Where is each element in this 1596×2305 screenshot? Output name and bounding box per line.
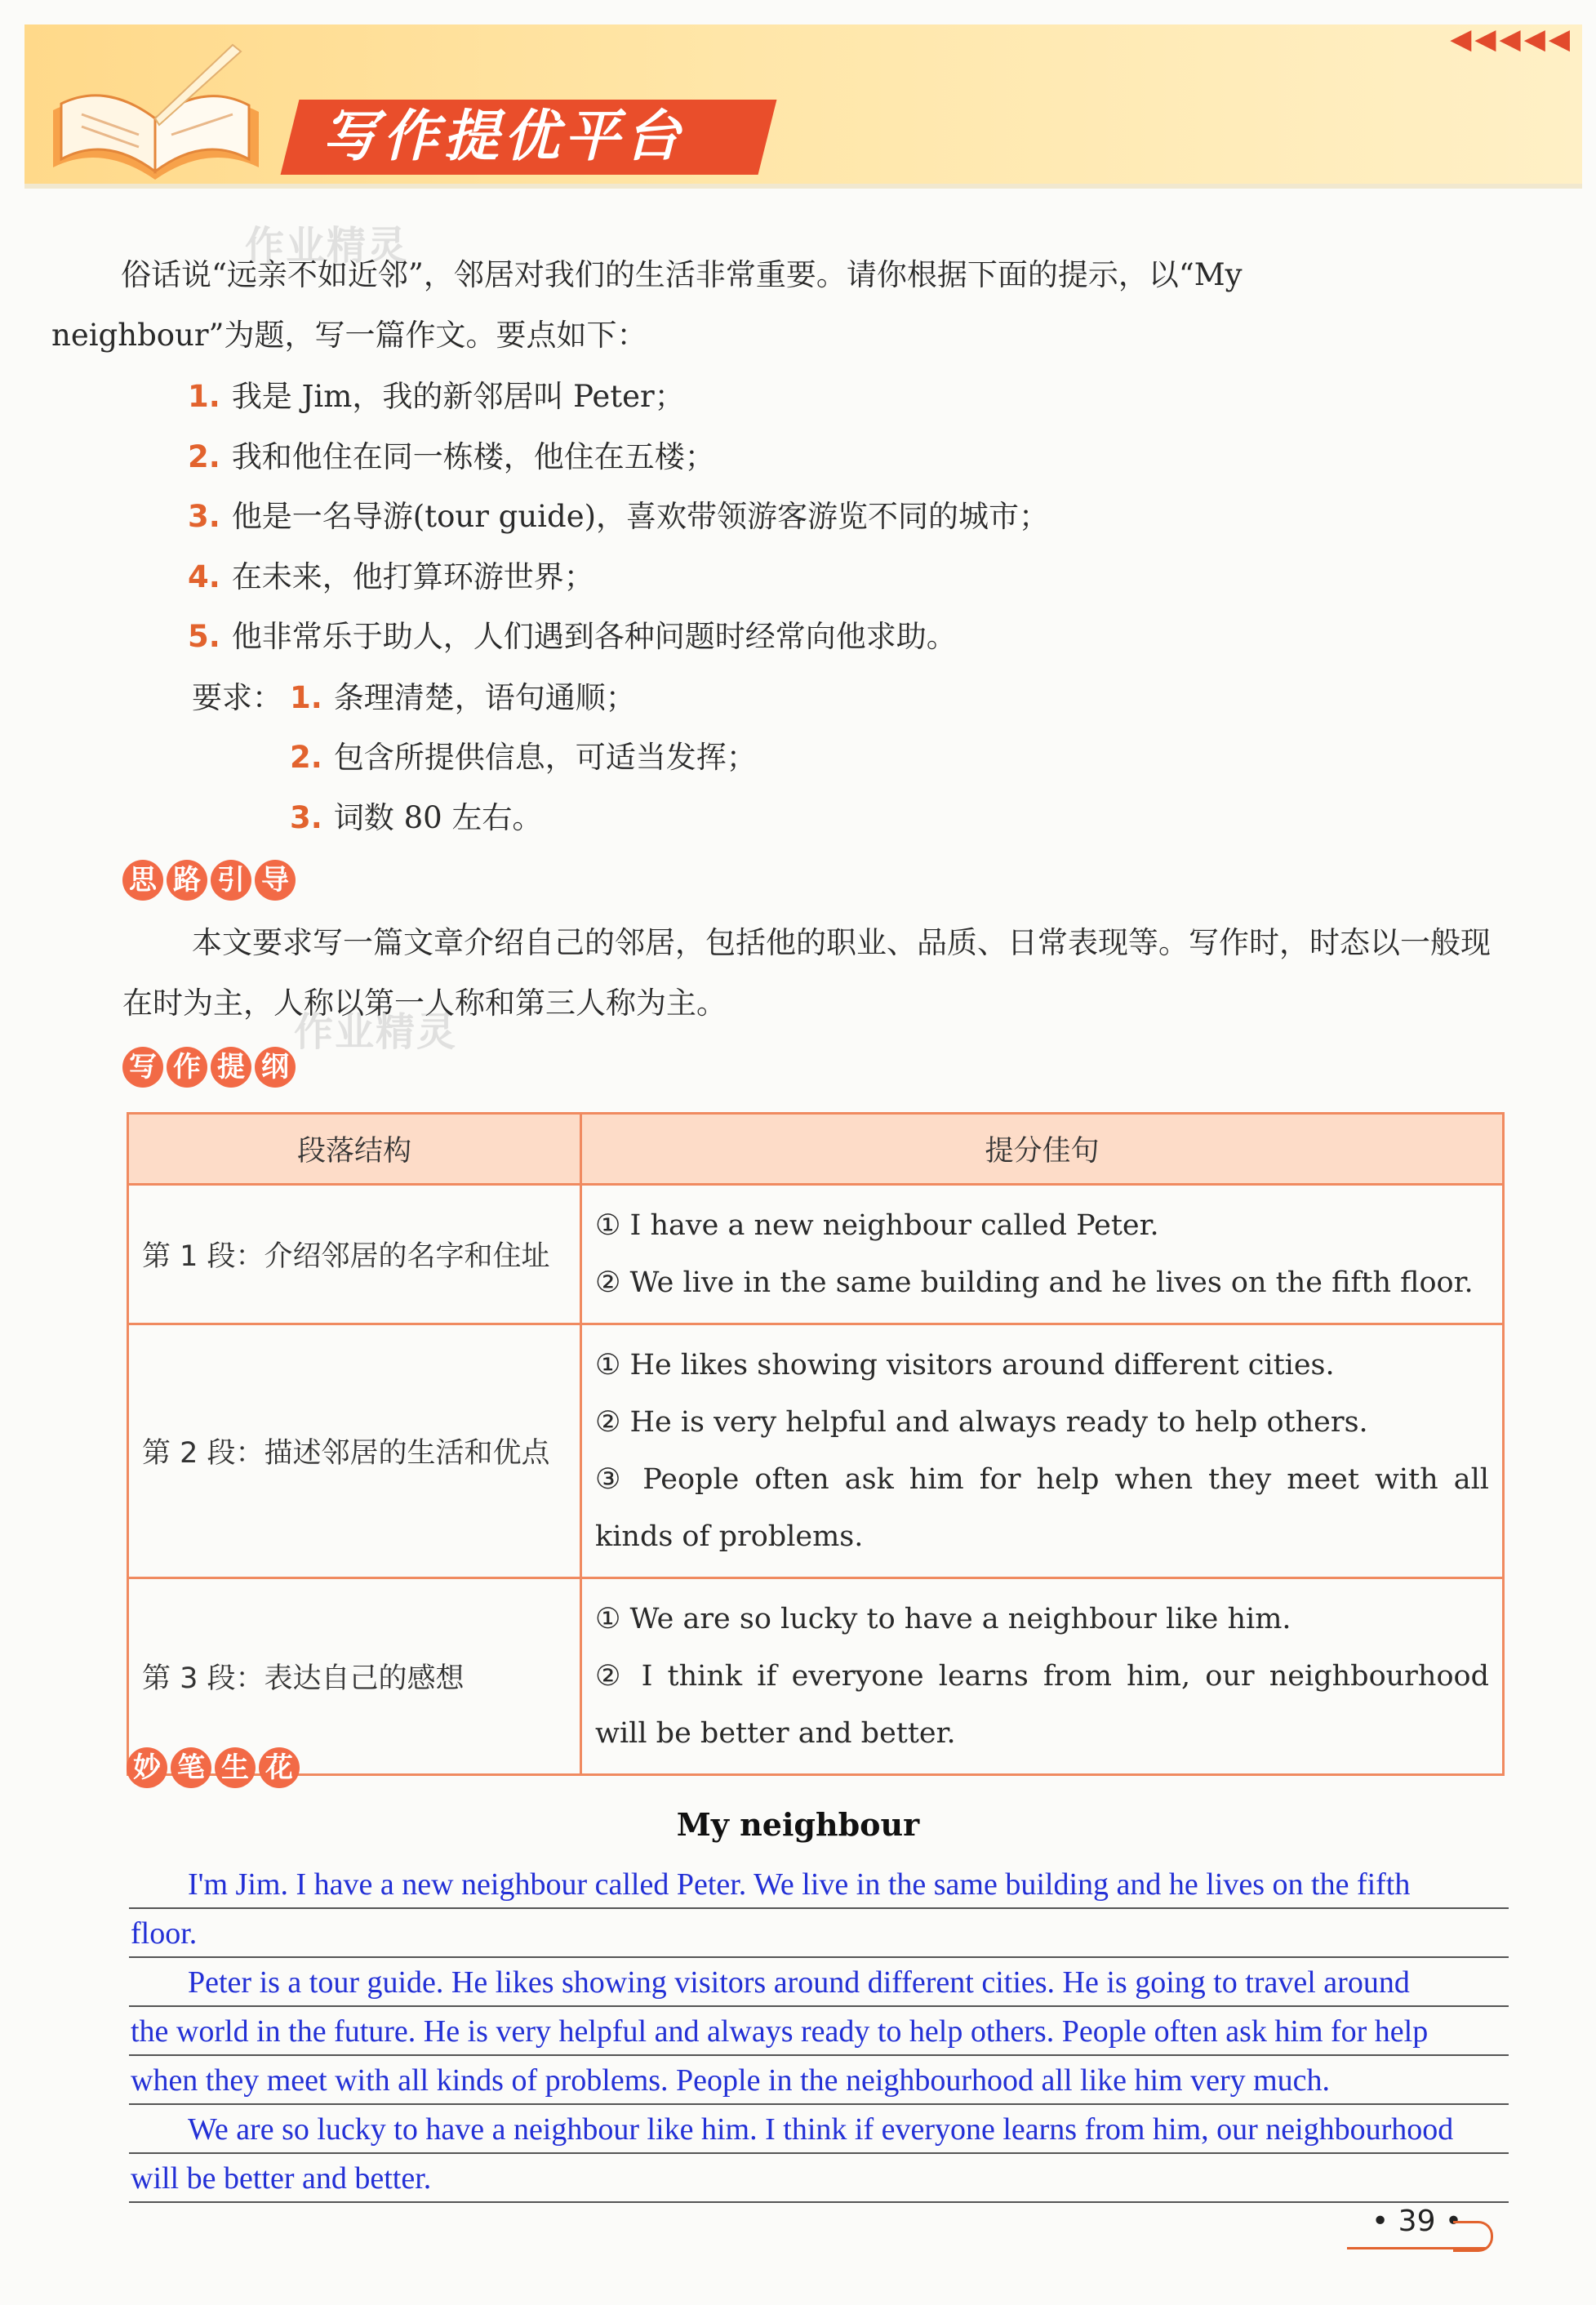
outline-table <box>127 1112 1505 1776</box>
tag-char: 引 <box>211 860 251 901</box>
list-item <box>188 501 1049 533</box>
table-cell-structure: 第 3 段：表达自己的感想 <box>128 1578 581 1775</box>
sentence: ① He likes showing visitors around different cities. <box>595 1349 1335 1382</box>
table-cell-structure: 第 2 段：描述邻居的生活和优点 <box>128 1324 581 1578</box>
sentence: ② We live in the same building and he lives on the fifth floor. <box>595 1266 1474 1299</box>
essay-line-text: We are so lucky to have a neighbour like him. I think if everyone learns from him, our neighbourhood <box>188 2112 1454 2147</box>
list-text: 我和他住在同一栋楼，他住在五楼； <box>231 439 715 474</box>
table-cell-structure: 第 1 段：介绍邻居的名字和住址 <box>128 1185 581 1324</box>
list-text: 他是一名导游(tour guide)，喜欢带领游客游览不同的城市； <box>231 499 1050 534</box>
outline-tag <box>122 1047 296 1088</box>
tag-char: 作 <box>167 1047 207 1088</box>
requirements-label: 要求： <box>192 680 282 715</box>
guide-paragraph: 本文要求写一篇文章介绍自己的邻居，包括他的职业、品质、日常表现等。写作时，时态以一般现在时为主，人称以第一人称和第三人称为主。 <box>122 925 1491 1021</box>
sentence: ② I think if everyone learns from him, our neighbourhood will be better and better. <box>595 1660 1489 1750</box>
essay-line-text: Peter is a tour guide. He likes showing visitors around different cities. He is going to travel around <box>188 1965 1410 2000</box>
list-number: 3. <box>188 499 220 534</box>
tag-char: 纲 <box>255 1047 296 1088</box>
essay-line-text: the world in the future. He is very helpful and always ready to help others. People often ask him for help <box>131 2014 1429 2049</box>
watermark: 作业精灵 <box>294 1009 458 1055</box>
table-header: 段落结构 <box>128 1114 581 1185</box>
essay-line-text: will be better and better. <box>131 2161 432 2196</box>
list-item <box>188 441 715 474</box>
table-cell-sentences <box>581 1578 1504 1775</box>
intro-paragraph: 俗话说“远亲不如近邻”，邻居对我们的生活非常重要。请你根据下面的提示，以“My neighbour”为题，写一篇作文。要点如下： <box>51 257 1243 353</box>
tag-char: 笔 <box>171 1747 211 1788</box>
requirement-item <box>290 741 757 774</box>
list-item <box>188 621 957 653</box>
table-cell-sentences <box>581 1324 1504 1578</box>
open-book-icon <box>45 37 265 192</box>
essay-line-text: floor. <box>131 1916 198 1951</box>
requirement-item <box>290 802 542 834</box>
tag-char: 思 <box>122 860 163 901</box>
sentence: ② He is very helpful and always ready to help others. <box>595 1406 1368 1439</box>
page-number-curve <box>1453 2221 1493 2252</box>
list-item <box>188 561 594 594</box>
table-cell-sentences <box>581 1185 1504 1324</box>
table-header: 提分佳句 <box>581 1114 1504 1185</box>
sentence: ① We are so lucky to have a neighbour like him. <box>595 1603 1291 1635</box>
page-number: • 39 • <box>1371 2205 1463 2238</box>
table-row <box>128 1578 1504 1775</box>
list-number: 2. <box>188 439 220 474</box>
list-number: 3. <box>290 800 322 835</box>
sentence: ① I have a new neighbour called Peter. <box>595 1209 1159 1242</box>
tag-char: 写 <box>122 1047 163 1088</box>
essay-title: My neighbour <box>676 1806 920 1843</box>
list-text: 条理清楚，语句通顺； <box>333 680 636 715</box>
watermark: 作业精灵 <box>245 223 409 269</box>
table-row <box>128 1185 1504 1324</box>
list-number: 1. <box>290 680 322 715</box>
essay-line-text: I'm Jim. I have a new neighbour called Peter. We live in the same building and he lives on the fifth <box>188 1867 1411 1902</box>
writing-line <box>129 1909 1509 1958</box>
list-number: 1. <box>188 379 220 414</box>
list-text: 我是 Jim，我的新邻居叫 Peter； <box>231 379 685 414</box>
tag-char: 路 <box>167 860 207 901</box>
essay-line-text: when they meet with all kinds of problems. People in the neighbourhood all like him very much. <box>131 2063 1331 2098</box>
table-header-row <box>128 1114 1504 1185</box>
guide-tag <box>122 860 296 901</box>
list-text: 词数 80 左右。 <box>333 800 543 835</box>
list-text: 包含所提供信息，可适当发挥； <box>333 740 757 775</box>
list-number: 2. <box>290 740 322 775</box>
table-row <box>128 1324 1504 1578</box>
section-title: 写作提优平台 <box>322 105 686 169</box>
requirement-item <box>290 682 636 714</box>
tag-char: 提 <box>211 1047 251 1088</box>
tag-char: 生 <box>215 1747 256 1788</box>
tag-char: 导 <box>255 860 296 901</box>
list-number: 5. <box>188 619 220 654</box>
list-item <box>188 380 685 413</box>
list-number: 4. <box>188 559 220 594</box>
list-text: 他非常乐于助人，人们遇到各种问题时经常向他求助。 <box>231 619 957 654</box>
sentence: ③ People often ask him for help when they meet with all kinds of problems. <box>595 1463 1489 1553</box>
tag-char: 花 <box>259 1747 300 1788</box>
arrows-decoration: ◀◀◀◀◀ <box>1450 23 1573 56</box>
essay-tag <box>127 1747 300 1788</box>
tag-char: 妙 <box>127 1747 167 1788</box>
list-text: 在未来，他打算环游世界； <box>231 559 594 594</box>
